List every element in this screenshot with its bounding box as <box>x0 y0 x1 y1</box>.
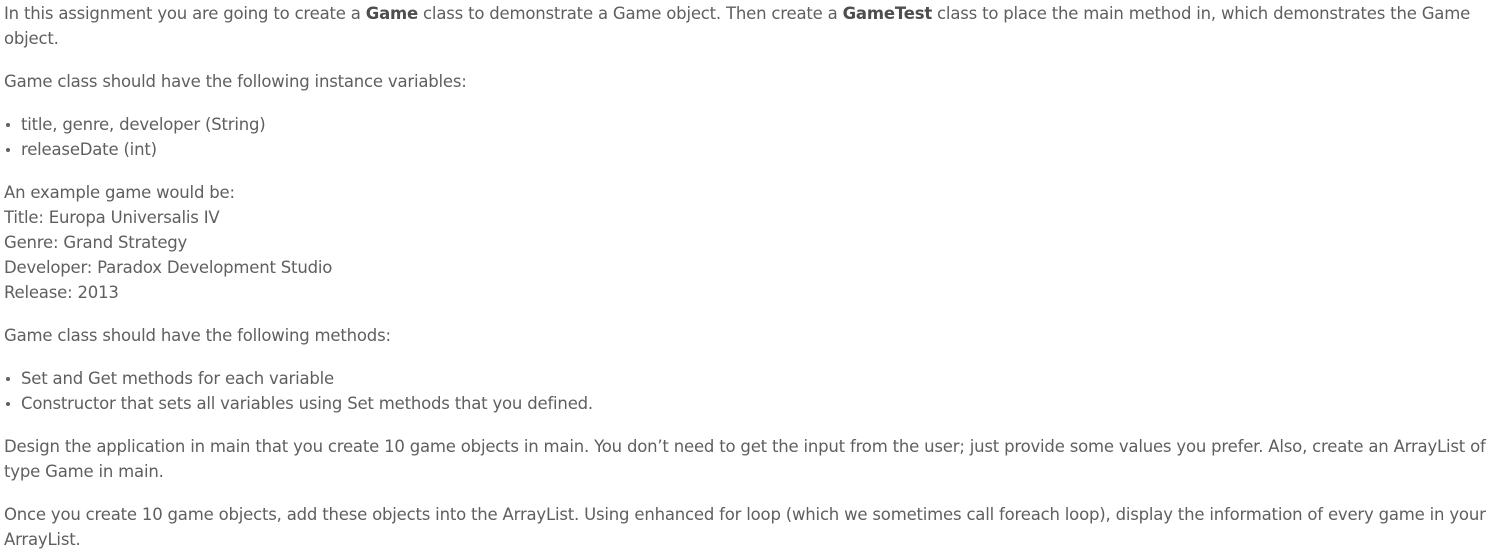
example-heading: An example game would be: <box>4 183 235 202</box>
example-block <box>4 180 1502 305</box>
methods-list <box>4 366 1502 416</box>
intro-text-1: In this assignment you are going to create a <box>4 4 366 23</box>
design-paragraph: Design the application in main that you create 10 game objects in main. You don’t need to get the input from the user; just provide some values you prefer. Also, create an ArrayList of type Game in main. <box>4 437 1486 481</box>
methods-heading: Game class should have the following methods: <box>4 326 391 345</box>
list-item-text: Constructor that sets all variables using Set methods that you defined. <box>21 394 593 413</box>
list-item-text: Set and Get methods for each variable <box>21 369 334 388</box>
variables-list <box>4 112 1502 162</box>
intro-text-3: class to place the main method in, which demonstrates the Game object. <box>4 4 1471 48</box>
intro-text-2: class to demonstrate a Game object. Then create a <box>418 4 843 23</box>
variables-heading: Game class should have the following instance variables: <box>4 72 467 91</box>
example-release-line: Release: 2013 <box>4 283 119 302</box>
bullet-icon <box>6 402 10 406</box>
game-class-name: Game <box>365 4 419 23</box>
list-item-text: title, genre, developer (String) <box>21 115 266 134</box>
example-genre-line: Genre: Grand Strategy <box>4 233 188 252</box>
bullet-icon <box>6 123 10 127</box>
list-item <box>4 366 1502 391</box>
gametest-class-name: GameTest <box>842 4 933 23</box>
bullet-icon <box>6 148 10 152</box>
example-title-line: Title: Europa Universalis IV <box>4 208 220 227</box>
list-item <box>4 391 1502 416</box>
list-item <box>4 112 1502 137</box>
example-developer-line: Developer: Paradox Development Studio <box>4 258 333 277</box>
bullet-icon <box>6 377 10 381</box>
final-paragraph: Once you create 10 game objects, add these objects into the ArrayList. Using enhanced for loop (which we sometimes call foreach loop), display the information of every game in your ArrayList. <box>4 505 1486 549</box>
intro-paragraph <box>4 0 1502 51</box>
list-item-text: releaseDate (int) <box>21 140 157 159</box>
list-item <box>4 137 1502 162</box>
